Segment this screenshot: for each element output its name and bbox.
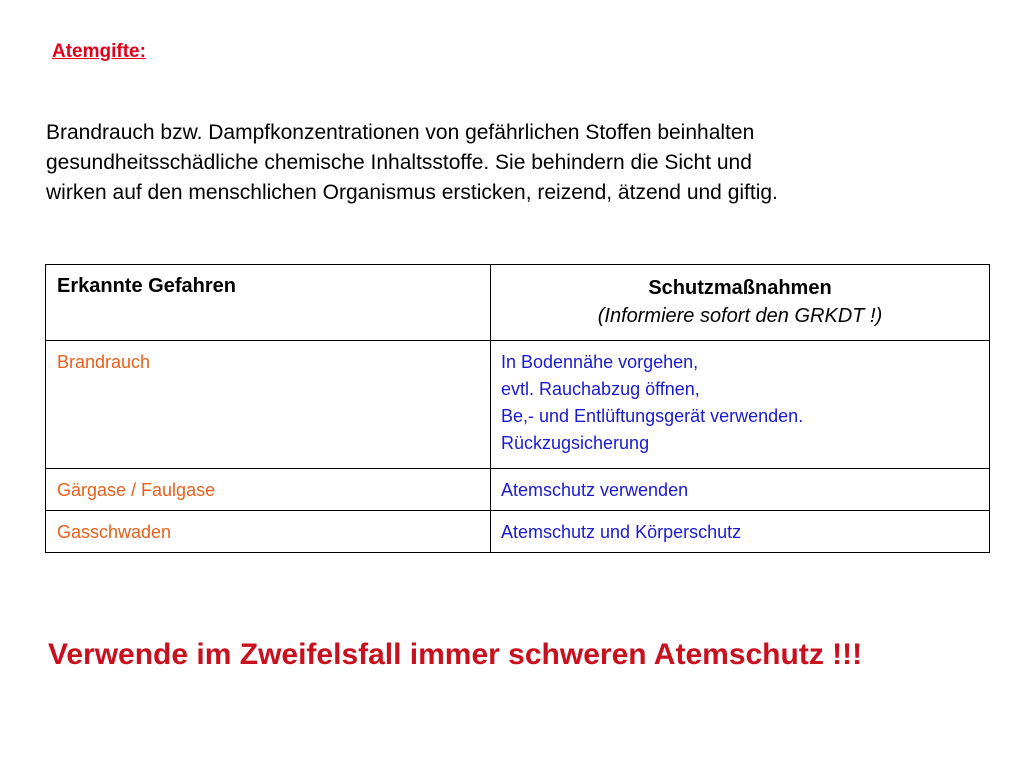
- hazards-table: [45, 264, 990, 553]
- hazard-cell: Brandrauch: [46, 341, 491, 469]
- intro-paragraph: [46, 118, 986, 208]
- measure-cell: [491, 341, 990, 469]
- measure-line: Rückzugsicherung: [501, 433, 650, 453]
- measure-line: Atemschutz verwenden: [501, 480, 689, 500]
- measure-line: Be,- und Entlüftungsgerät verwenden.: [501, 406, 804, 426]
- hazard-cell: Gasschwaden: [46, 511, 491, 553]
- footer-warning: Verwende im Zweifelsfall immer schweren Atemschutz !!!: [48, 638, 863, 671]
- column-header-measures: [491, 265, 990, 341]
- column-header-measures-title: Schutzmaßnahmen: [648, 277, 832, 299]
- measure-line: In Bodennähe vorgehen,: [501, 352, 699, 372]
- intro-line: Brandrauch bzw. Dampfkonzentrationen von gefährlichen Stoffen beinhalten: [46, 121, 755, 144]
- column-header-hazards: Erkannte Gefahren: [46, 265, 491, 341]
- table-row: [46, 469, 990, 511]
- intro-line: gesundheitsschädliche chemische Inhaltsstoffe. Sie behindern die Sicht und: [46, 151, 752, 174]
- measure-cell: [491, 469, 990, 511]
- column-header-measures-subtitle: (Informiere sofort den GRKDT !): [597, 305, 883, 327]
- hazard-cell: Gärgase / Faulgase: [46, 469, 491, 511]
- section-heading: Atemgifte:: [52, 41, 146, 62]
- measure-line: Atemschutz und Körperschutz: [501, 522, 742, 542]
- table-header-row: [46, 265, 990, 341]
- measure-cell: [491, 511, 990, 553]
- measure-line: evtl. Rauchabzug öffnen,: [501, 379, 700, 399]
- intro-line: wirken auf den menschlichen Organismus ersticken, reizend, ätzend und giftig.: [46, 181, 778, 204]
- table-row: [46, 511, 990, 553]
- table-row: [46, 341, 990, 469]
